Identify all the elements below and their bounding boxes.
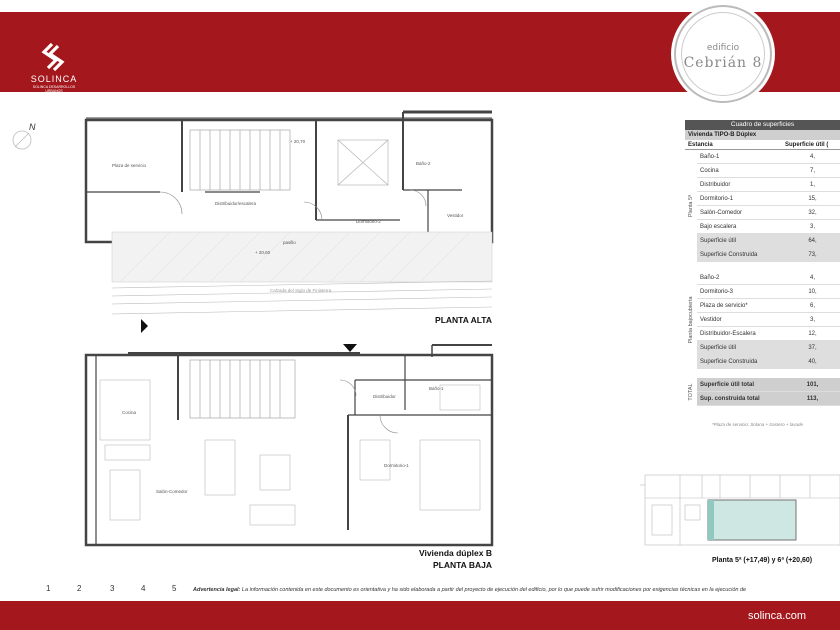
scale-tick-3: 3 — [110, 584, 115, 593]
key-plan-highlight — [708, 500, 796, 540]
table-row: Distribuidor 1, — [697, 178, 840, 192]
level-mark-2: + 20,60 — [255, 250, 271, 255]
upper-floor-plan — [86, 112, 492, 314]
scale-tick-1: 1 — [46, 584, 51, 593]
room-label-dormitorio-1: Dormitorio-1 — [384, 463, 409, 468]
table-row-subtotal: Superficie Construida 40, — [697, 355, 840, 369]
table-group-planta-5 — [685, 150, 840, 262]
lower-plan-label-line1: Vivienda dúplex B — [418, 548, 492, 558]
surface-table — [685, 120, 840, 406]
table-row: Plaza de servicio* 6, — [697, 299, 840, 313]
table-row: Baño-2 4, — [697, 271, 840, 285]
room-label-cocina: Cocina — [122, 410, 137, 415]
table-row: Baño-1 4, — [697, 150, 840, 164]
col-header-room: Estancia — [688, 142, 713, 148]
level-mark-1: + 20,70 — [290, 139, 306, 144]
group-label: TOTAL — [688, 383, 694, 401]
lower-floor-plan — [86, 345, 492, 545]
badge-ring — [681, 12, 765, 96]
footer-band — [0, 601, 840, 630]
section-arrow-down-icon — [343, 344, 357, 352]
table-row: Cocina 7, — [697, 164, 840, 178]
table-row: Salón-Comedor 32, — [697, 206, 840, 220]
building-badge — [674, 5, 772, 103]
section-arrow-right-icon — [141, 319, 148, 333]
room-label-distribuidor: Distribuidor — [373, 394, 396, 399]
key-plan-label: Planta 5ª (+17,49) y 6ª (+20,60) — [712, 557, 813, 564]
surface-table-title: Cuadro de superficies — [685, 120, 840, 130]
table-row: Distribuidor-Escalera 12, — [697, 327, 840, 341]
table-row: Dormitorio-3 10, — [697, 285, 840, 299]
room-label-plaza-servicio: Plaza de servicio — [112, 163, 147, 168]
table-row: Bajo escalera 3, — [697, 220, 840, 234]
legal-warning — [193, 587, 840, 593]
room-label-bano-1: Baño-1 — [429, 386, 444, 391]
col-header-area: Superficie útil ( — [785, 142, 829, 148]
brand-name: SOLINCA — [30, 74, 78, 84]
surface-table-subtitle: Vivienda TIPO-B Dúplex — [685, 130, 840, 140]
table-row-subtotal: Superficie útil 37, — [697, 341, 840, 355]
legal-warning-text: La información contenida en este documento es orientativa y ha sido elaborada a partir del proyecto de ejecución del edificio, por lo que puede sufrir modificaciones por exigencias técnicas en la ejecución de — [241, 587, 747, 593]
table-group-bajocubierta — [685, 271, 840, 369]
table-row: Vestidor 3, — [697, 313, 840, 327]
group-label: Planta 5ª — [688, 194, 694, 218]
website-link[interactable]: solinca.com — [748, 610, 807, 622]
scale-tick-5: 5 — [172, 584, 177, 593]
table-row-total: Sup. construida total 113, — [697, 392, 840, 406]
table-footnote: *Plaza de servicio: Solana + trastero + lavade — [712, 422, 804, 427]
north-arrow-icon — [13, 131, 31, 149]
table-row-subtotal: Superficie útil 64, — [697, 234, 840, 248]
room-label-dormitorio-2: Dormitorio-2 — [356, 219, 381, 224]
room-label-pasillo: pasillo — [283, 240, 296, 245]
room-label-distribuidor-escalera: Distribuidor/escalera — [215, 201, 257, 206]
badge-label-main: Cebrián 8 — [683, 55, 763, 71]
room-label-bano-2: Baño-2 — [416, 161, 431, 166]
north-label: N — [29, 122, 36, 132]
lower-plan-label-line2: PLANTA BAJA — [432, 560, 492, 570]
group-label: Planta bajocubierta — [688, 296, 694, 344]
upper-plan-label: PLANTA ALTA — [435, 315, 492, 325]
surface-table-header — [685, 140, 840, 150]
legal-warning-title: Advertencia legal: — [193, 587, 241, 593]
room-label-vestidor: Vestidor — [447, 213, 464, 218]
table-row: Dormitorio-1 15, — [697, 192, 840, 206]
badge-label-small: edificio — [706, 43, 740, 53]
table-row-subtotal: Superficie Construida 73, — [697, 248, 840, 262]
table-row-total: Superficie útil total 101, — [697, 378, 840, 392]
table-group-total — [685, 378, 840, 406]
room-label-salon-comedor: Salón-Comedor — [156, 489, 188, 494]
key-plan-drawing — [640, 470, 840, 555]
brand-tagline: SOLINCA DESARROLLOS URBANOS — [32, 85, 76, 93]
scale-tick-4: 4 — [141, 584, 146, 593]
scale-tick-2: 2 — [77, 584, 82, 593]
street-label: Calzada del Siglo de Finisterra — [270, 288, 332, 293]
